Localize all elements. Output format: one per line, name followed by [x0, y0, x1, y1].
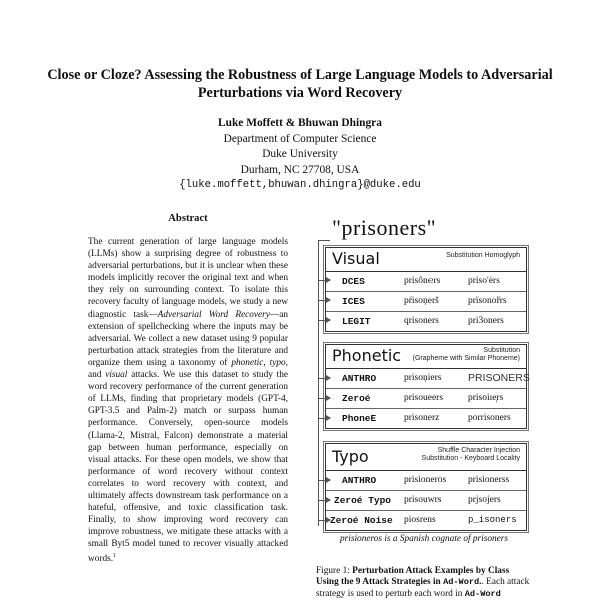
example-2: p_isoners — [468, 515, 517, 525]
figure-target-word: "prisoners" — [332, 215, 437, 240]
example-2: prisionerss — [468, 475, 510, 485]
attack-row — [326, 409, 526, 428]
example-1: prisioneros — [404, 475, 447, 485]
row-arrow — [318, 480, 330, 481]
department: Department of Computer Science — [223, 132, 377, 145]
attack-name: PhoneE — [342, 413, 377, 424]
footnote-mark: 1 — [113, 553, 117, 560]
example-2: priso'ėrs — [468, 276, 500, 286]
caption-bold: Perturbation Attack Examples by Class Using the 9 Attack Strategies in — [316, 566, 510, 588]
example-1: prisonerz — [404, 413, 440, 423]
row-arrow — [318, 378, 330, 379]
author-names: Luke Moffett & Bhuwan Dhingra — [218, 117, 382, 129]
attack-row — [326, 369, 530, 389]
abstract-italic: visual — [105, 370, 128, 381]
group-subtitle: Substitution Homoglyph — [446, 252, 520, 259]
caption-dataset-2: Ad-Word — [464, 588, 501, 599]
figure-spine — [318, 240, 319, 526]
paper-title: Close or Cloze? Assessing the Robustness of Large Language Models to Adversarial Perturbations via Word Recovery — [47, 67, 553, 101]
attack-name: LEGIT — [342, 316, 371, 327]
row-arrow — [318, 500, 330, 501]
abstract-text: , — [263, 357, 270, 368]
abstract-text: The current generation of large language models (LLMs) show a surprising degree of robustness to adversarial perturbations, but it is unclear when these models implicitly recover the original text and when they rely on surrounding context. To isolate this recovery faculty of language models, we study a new diagnostic task— — [88, 237, 288, 320]
group-name: Phonetic — [332, 346, 402, 365]
author-block — [100, 116, 500, 194]
attack-name: ANTHRO — [342, 373, 377, 384]
attack-name: Zeroé — [342, 393, 371, 404]
figure-connector — [318, 240, 330, 241]
attack-name: DCES — [342, 276, 365, 287]
attack-row — [326, 471, 526, 491]
group-subtitle: Shuffle Character Injection Substitution - Keyboard Locality — [421, 447, 520, 463]
example-2: prjsojers — [468, 495, 501, 505]
row-arrow — [318, 398, 330, 399]
row-arrow — [318, 300, 330, 301]
example-2: porrisoners — [468, 413, 511, 423]
example-1: prisoņiers — [404, 373, 442, 383]
abstract-body — [88, 236, 288, 566]
row-arrow — [318, 320, 330, 321]
attack-row — [326, 491, 526, 511]
attack-row — [326, 272, 526, 292]
caption-dataset: Ad-Word — [443, 577, 480, 588]
caption-tail: . Each attack strategy is used to perturb each word in — [316, 577, 530, 599]
attack-row — [326, 389, 526, 409]
abstract-text: attacks. We use this dataset to study the word recovery performance of the current generation of LLMs, finding that proprietary models (GPT-4, GPT-3.5 and Palm-2) match or surpass human performance. Conversely, open-source models (Llama-2, Mistral, Falcon) demonstrate a material gap between human performance, especially on visual attacks. For these open models, we show that performance of word recovery without context correlates to word recovery with context, and ultimately affects downstream task performance on a hateful, offensive, and toxic classification task. Finally, to show improving word recovery can improve robustness, we mitigate these attacks with a small Byt5 model tuned to recover visually attacked words. — [88, 370, 288, 565]
group-header — [326, 345, 526, 369]
attack-name: Zeroé Noise — [330, 515, 393, 526]
example-1: prisôn℮rs — [404, 276, 441, 286]
group-visual — [325, 247, 527, 332]
abstract-text: , and — [88, 357, 288, 381]
abstract-heading: Abstract — [168, 213, 208, 224]
university: Duke University — [262, 148, 338, 161]
group-header — [326, 444, 526, 471]
row-arrow — [318, 280, 330, 281]
example-1: qrisoners — [404, 316, 439, 326]
attack-name: Zeroé Typo — [334, 495, 392, 506]
row-arrow — [318, 520, 330, 521]
abstract-italic: phonetic — [231, 357, 264, 368]
example-2: prisoiıe̦rs — [468, 393, 504, 403]
group-name: Visual — [332, 249, 380, 268]
group-name: Typo — [332, 447, 369, 466]
figure-caption: Figure 1: Perturbation Attack Examples by Class Using the 9 Attack Strategies in Ad-Word.. Each attack strategy is used to perturb each word in Ad-Word — [316, 566, 530, 599]
example-2: pri3oners — [468, 316, 504, 326]
figure-note: prisioneros is a Spanish cognate of prisoners — [340, 534, 509, 544]
attack-row — [326, 511, 526, 530]
caption-label: Figure 1: — [316, 566, 350, 576]
example-1: prisouwrs — [404, 495, 442, 505]
row-arrow — [318, 418, 330, 419]
attack-name: ICES — [342, 296, 365, 307]
author-email: {luke.moffett,bhuwan.dhingra}@duke.edu — [179, 179, 421, 192]
group-phonetic — [325, 344, 530, 429]
attack-name: ANTHRO — [342, 475, 377, 486]
group-typo — [325, 443, 527, 531]
attack-row — [326, 312, 526, 331]
example-2: PRISONERS — [468, 372, 530, 384]
attack-row — [326, 292, 526, 312]
group-header — [326, 248, 526, 272]
example-1: prisoueers — [404, 393, 444, 403]
example-1: pŕisoņerš — [404, 296, 439, 306]
abstract-italic: typo — [269, 357, 286, 368]
example-2: prïsonoŀ̇rs — [468, 296, 507, 306]
abstract-text: —an extension of spellchecking where the inputs may be adversarial. We collect a new dataset using 9 popular perturbation attack strategies from the literature and organize them using a taxonomy of — [88, 309, 288, 368]
abstract-italic: Adversarial Word Recovery — [157, 309, 270, 320]
group-subtitle: Substitution (Grapheme with Similar Phoneme) — [412, 347, 520, 363]
location: Durham, NC 27708, USA — [240, 163, 360, 176]
example-1: piosrens — [404, 515, 436, 525]
